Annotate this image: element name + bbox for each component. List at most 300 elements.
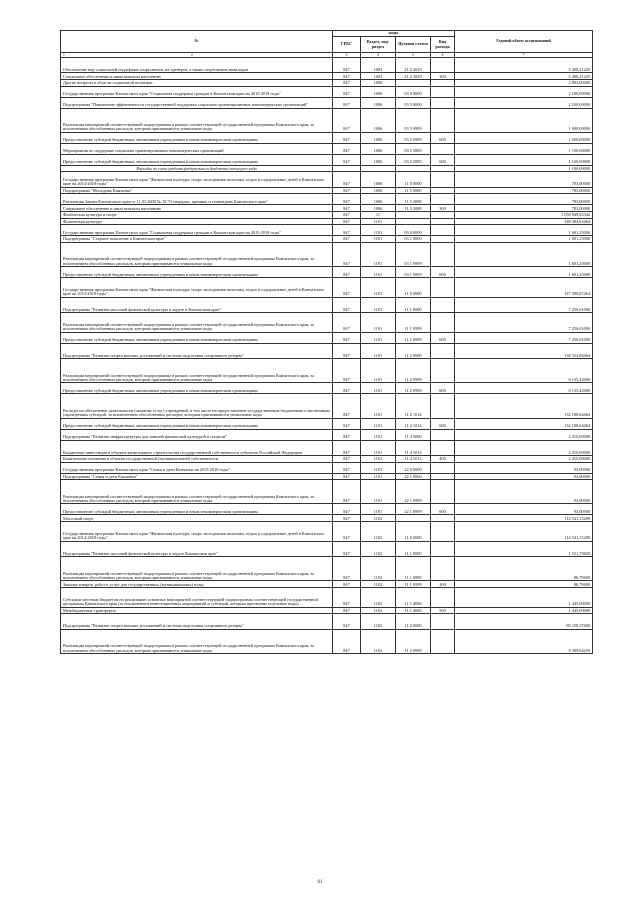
row-name-cell: Предоставление субсидий бюджетным, автономным учреждениям и иным некоммерческим организациям [61, 266, 333, 277]
row-vid-cell [431, 187, 455, 194]
row-name-cell: Предоставление субсидий бюджетным, автономным учреждениям и иным некоммерческим организациям [61, 418, 333, 429]
row-cel-cell: 11 1 0999 [396, 332, 431, 343]
row-amount-cell: 6 135,42000 [455, 383, 593, 394]
row-razdel-cell: 1006 [361, 143, 396, 154]
row-razdel-cell: 1006 [361, 194, 396, 205]
row-cel-cell: 11 1 0999 [396, 581, 431, 588]
row-razdel-cell: 1102 [361, 557, 396, 581]
row-amount-cell: 1 000,00000 [455, 108, 593, 132]
row-vid-cell: 200 [431, 581, 455, 588]
row-razdel-cell: 1006 [361, 205, 396, 212]
table-row [61, 629, 593, 653]
table-row [61, 154, 593, 165]
row-name-cell: Субсидии местным бюджетам на реализацию основных мероприятий соответствующей подпрограммы соответствующей государственной программы Камчатского края (за исключением инвестиционных мероприятий и субсидий, которым присвоены отдельные коды) [61, 587, 333, 607]
row-vid-cell: 600 [431, 132, 455, 143]
row-name-cell: Предоставление субсидий бюджетным, автономным учреждениям и иным некоммерческим организациям [61, 154, 333, 165]
row-vid-cell [431, 277, 455, 297]
row-grbs-cell: 847 [333, 236, 361, 243]
row-amount-cell: 147 390,67464 [455, 277, 593, 297]
row-name-cell: Межбюджетные трансферты [61, 607, 333, 614]
row-vid-cell: 300 [431, 73, 455, 80]
row-razdel-cell: 1101 [361, 266, 396, 277]
row-razdel-cell: 1006 [361, 108, 396, 132]
row-razdel-cell: 1101 [361, 236, 396, 243]
row-razdel-cell: 1101 [361, 418, 396, 429]
row-amount-cell: 93,00000 [455, 473, 593, 480]
row-grbs-cell: 847 [333, 522, 361, 542]
table-row [61, 225, 593, 236]
row-amount-cell: 1 100,00000 [455, 154, 593, 165]
row-grbs-cell: 847 [333, 440, 361, 455]
page-number: 61 [317, 880, 323, 885]
table-row [61, 313, 593, 333]
row-razdel-cell: 1101 [361, 313, 396, 333]
row-cel-cell: 03 5 5085 [396, 154, 431, 165]
row-razdel-cell: 1102 [361, 581, 396, 588]
row-name-cell: Обеспечение мер социальной поддержки спортсменов, их тренеров, а также спортсменов-инвалидов [61, 58, 333, 73]
row-grbs-cell: 847 [333, 629, 361, 653]
row-amount-cell: 132 188,64464 [455, 418, 593, 429]
row-grbs-cell: 847 [333, 480, 361, 504]
row-grbs-cell: 847 [333, 79, 361, 86]
row-razdel-cell: 1006 [361, 154, 396, 165]
row-name-cell: Подпрограмма "Старшее поколение в Камчатском крае" [61, 236, 333, 243]
table-row [61, 607, 593, 614]
row-name-cell: Капитальные вложения в объекты государственной (муниципальной) собственности [61, 456, 333, 463]
row-amount-cell: 1 531,79600 [455, 541, 593, 556]
table-row [61, 297, 593, 312]
row-amount-cell: 1 058 849,63342 [455, 211, 593, 218]
row-cel-cell [396, 165, 431, 172]
row-name-cell: Реализация мероприятий соответствующей подпрограммы в рамках соответствующей государственной программы Камчатского края, за исключением обособленных расходов, которым присваиваются уникальные коды [61, 108, 333, 132]
row-vid-cell: 600 [431, 418, 455, 429]
index-cell: 4 [361, 53, 396, 58]
index-cell: 6 [431, 53, 455, 58]
row-amount-cell: 1 100,00000 [455, 143, 593, 154]
row-razdel-cell: 1102 [361, 607, 396, 614]
table-row [61, 108, 593, 132]
row-amount-cell: 86,79600 [455, 581, 593, 588]
row-name-cell: Предоставление субсидий бюджетным, автономным учреждениям и иным некоммерческим организациям [61, 383, 333, 394]
row-cel-cell: 11 1 0999 [396, 557, 431, 581]
row-amount-cell: 2 883,00000 [455, 79, 593, 86]
row-razdel-cell: 1101 [361, 332, 396, 343]
row-razdel-cell: 1102 [361, 522, 396, 542]
row-amount-cell: 1 000,00000 [455, 132, 593, 143]
row-cel-cell: 11 2 0999 [396, 383, 431, 394]
table-row [61, 456, 593, 463]
row-vid-cell [431, 218, 455, 225]
table-row [61, 462, 593, 473]
row-vid-cell [431, 440, 455, 455]
row-vid-cell [431, 359, 455, 383]
row-amount-cell: 93,00000 [455, 504, 593, 515]
row-amount-cell: 7 256,01000 [455, 297, 593, 312]
row-amount-cell: 1 601,25000 [455, 242, 593, 266]
row-amount-cell: 5 408,21225 [455, 58, 593, 73]
row-vid-cell [431, 462, 455, 473]
row-vid-cell [431, 429, 455, 440]
table-row [61, 480, 593, 504]
row-amount-cell: 1 601,25000 [455, 225, 593, 236]
row-cel-cell: 11 5 2008 [396, 205, 431, 212]
row-cel-cell: 03 5 0999 [396, 108, 431, 132]
row-vid-cell [431, 541, 455, 556]
row-cel-cell: 11 0 0000 [396, 277, 431, 297]
header-amount: Годовой объем ассигнований [455, 31, 593, 53]
row-name-cell: Государственная программа Камчатского края "Физическая культура, спорт, молодежная политика, отдых и оздоровление детей в Камчатском крае на 2014-2018 годы" [61, 277, 333, 297]
row-vid-cell [431, 194, 455, 205]
table-row [61, 557, 593, 581]
row-razdel-cell: 1102 [361, 629, 396, 653]
row-grbs-cell: 847 [333, 515, 361, 522]
row-razdel-cell: 1102 [361, 515, 396, 522]
table-row [61, 73, 593, 80]
header-grbs: ГРБС [333, 37, 361, 53]
table-row [61, 515, 593, 522]
row-name-cell: Государственная программа Камчатского края "Семья и дети Камчатки на 2015-2018 годы" [61, 462, 333, 473]
row-grbs-cell: 847 [333, 108, 361, 132]
row-name-cell: Подпрограмма "Развитие инфраструктуры для занятий физической культурой и спортом" [61, 429, 333, 440]
row-razdel-cell: 1101 [361, 277, 396, 297]
table-row [61, 194, 593, 205]
row-cel-cell: 03 0 0000 [396, 225, 431, 236]
row-name-cell: Подпрограмма "Повышение эффективности государственной поддержки социально ориентированных некоммерческих организаций" [61, 97, 333, 108]
row-cel-cell: 21 2 2029 [396, 73, 431, 80]
row-amount-cell: 138 324,06464 [455, 343, 593, 358]
row-razdel-cell: 1101 [361, 343, 396, 358]
row-razdel-cell: 1101 [361, 473, 396, 480]
table-row [61, 218, 593, 225]
row-cel-cell: 22 1 0999 [396, 480, 431, 504]
row-vid-cell: 600 [431, 154, 455, 165]
row-vid-cell: 600 [431, 332, 455, 343]
row-cel-cell: 22 0 0000 [396, 462, 431, 473]
row-grbs-cell: 847 [333, 343, 361, 358]
row-amount-cell: 1 100,00000 [455, 165, 593, 172]
row-razdel-cell: 1006 [361, 86, 396, 97]
row-cel-cell: 11 5 2008 [396, 194, 431, 205]
row-vid-cell: 400 [431, 456, 455, 463]
row-grbs-cell: 847 [333, 607, 361, 614]
table-row [61, 429, 593, 440]
row-name-cell: Подпрограмма "Молодежь Камчатки" [61, 187, 333, 194]
row-vid-cell [431, 165, 455, 172]
row-amount-cell: 783,00000 [455, 205, 593, 212]
row-name-cell: Реализация мероприятий соответствующей подпрограммы в рамках соответствующей государственной программы Камчатского края, за исключением обособленных расходов, которым присваиваются уникальные коды [61, 313, 333, 333]
row-name-cell: Реализация мероприятий соответствующей подпрограммы в рамках соответствующей государственной программы Камчатского края, за исключением обособленных расходов, которым присваиваются уникальные коды [61, 480, 333, 504]
budget-table [60, 30, 593, 654]
row-name-cell: Бюджетные инвестиции в объекты капитального строительства государственной собственности субъектов Российской Федерации [61, 440, 333, 455]
table-row [61, 504, 593, 515]
row-razdel-cell: 1101 [361, 225, 396, 236]
row-amount-cell: 2 410,00000 [455, 456, 593, 463]
row-amount-cell: 132 188,64464 [455, 394, 593, 418]
row-razdel-cell: 1101 [361, 242, 396, 266]
table-row [61, 440, 593, 455]
table-row [61, 394, 593, 418]
row-razdel-cell: 11 [361, 211, 396, 218]
header-razdel: Раздел, под-раздел [361, 37, 396, 53]
row-razdel-cell: 1101 [361, 504, 396, 515]
row-amount-cell: 2 410,00000 [455, 440, 593, 455]
row-razdel-cell: 1006 [361, 187, 396, 194]
row-amount-cell: 1 445,00000 [455, 587, 593, 607]
row-grbs-cell: 847 [333, 218, 361, 225]
row-vid-cell [431, 242, 455, 266]
table-body [61, 58, 593, 654]
row-vid-cell [431, 97, 455, 108]
row-razdel-cell: 1102 [361, 541, 396, 556]
row-name-cell: Реализация Закона Камчатского края от 11.03.2008 № 18 "О наградах, премиях и стипендиях Камчатского края" [61, 194, 333, 205]
row-vid-cell [431, 614, 455, 629]
row-razdel-cell: 1006 [361, 132, 396, 143]
row-cel-cell [396, 218, 431, 225]
row-name-cell: Физическая культура и спорт [61, 211, 333, 218]
row-grbs-cell: 847 [333, 172, 361, 187]
row-vid-cell [431, 143, 455, 154]
row-vid-cell [431, 236, 455, 243]
table-row [61, 359, 593, 383]
row-grbs-cell: 847 [333, 418, 361, 429]
table-row [61, 132, 593, 143]
row-grbs-cell: 847 [333, 581, 361, 588]
row-amount-cell: 6 135,42000 [455, 359, 593, 383]
row-grbs-cell: 847 [333, 383, 361, 394]
row-amount-cell: 2 100,00000 [455, 86, 593, 97]
row-cel-cell: 03 1 0999 [396, 242, 431, 266]
table-row [61, 383, 593, 394]
row-grbs-cell: 847 [333, 194, 361, 205]
row-razdel-cell: 1102 [361, 587, 396, 607]
row-cel-cell: 22 1 0000 [396, 473, 431, 480]
row-name-cell: Физическая культура [61, 218, 333, 225]
row-vid-cell [431, 629, 455, 653]
table-row [61, 97, 593, 108]
row-razdel-cell: 1006 [361, 172, 396, 187]
row-razdel-cell: 1101 [361, 480, 396, 504]
row-name-cell: Подпрограмма "Развитие массовой физической культуры в округе Камчатском крае" [61, 541, 333, 556]
row-vid-cell [431, 557, 455, 581]
row-name-cell: Предоставление субсидий бюджетным, автономным учреждениям и иным некоммерческим организациям [61, 332, 333, 343]
index-cell: 3 [333, 53, 361, 58]
row-grbs-cell: 847 [333, 359, 361, 383]
row-amount-cell: 1 601,25000 [455, 266, 593, 277]
row-amount-cell: 2 100,00000 [455, 97, 593, 108]
table-row [61, 587, 593, 607]
index-cell: 7 [455, 53, 593, 58]
table-row [61, 343, 593, 358]
header-vid: Вид расхода [431, 37, 455, 53]
row-grbs-cell: 847 [333, 211, 361, 218]
row-razdel-cell: 1003 [361, 73, 396, 80]
row-razdel-cell: 1003 [361, 58, 396, 73]
row-cel-cell: 03 1 0000 [396, 236, 431, 243]
row-grbs-cell: 847 [333, 205, 361, 212]
row-razdel-cell [361, 165, 396, 172]
row-cel-cell: 11 2 0000 [396, 343, 431, 358]
row-name-cell: Расходы за счет средств федерального бюджета текущего года [61, 165, 333, 172]
row-grbs-cell: 847 [333, 242, 361, 266]
row-name-cell: Закупка товаров, работ и услуг для государственных (муниципальных) нужд [61, 581, 333, 588]
row-vid-cell [431, 394, 455, 418]
row-cel-cell: 11 4 0000 [396, 429, 431, 440]
row-name-cell: Социальное обеспечение и иные выплаты населению [61, 73, 333, 80]
row-razdel-cell: 1101 [361, 297, 396, 312]
row-vid-cell [431, 86, 455, 97]
row-name-cell: Другие вопросы в области социальной политики [61, 79, 333, 86]
table-row [61, 581, 593, 588]
row-razdel-cell: 1006 [361, 79, 396, 86]
row-cel-cell: 03 0 0000 [396, 86, 431, 97]
row-grbs-cell: 847 [333, 587, 361, 607]
row-grbs-cell: 847 [333, 86, 361, 97]
row-amount-cell: 93,00000 [455, 480, 593, 504]
row-grbs-cell: 847 [333, 462, 361, 473]
row-cel-cell: 11 0 0000 [396, 172, 431, 187]
row-vid-cell [431, 211, 455, 218]
row-vid-cell [431, 172, 455, 187]
index-cell: 1 2 [61, 53, 333, 58]
row-cel-cell: 03 1 0999 [396, 266, 431, 277]
row-vid-cell [431, 522, 455, 542]
row-grbs-cell: 847 [333, 58, 361, 73]
row-amount-cell: 783,00000 [455, 172, 593, 187]
row-amount-cell: 8 389,64259 [455, 629, 593, 653]
row-cel-cell: 11 0 0000 [396, 522, 431, 542]
table-row [61, 541, 593, 556]
row-amount-cell: 93,00000 [455, 462, 593, 473]
row-razdel-cell: 1101 [361, 429, 396, 440]
row-name-cell: Государственная программа Камчатского края "Социальная поддержка граждан в Камчатском крае на 2015-2018 годы" [61, 225, 333, 236]
header-num: № [61, 31, 333, 53]
row-grbs-cell: 847 [333, 504, 361, 515]
row-name-cell: Реализация мероприятий соответствующей подпрограммы в рамках соответствующей государственной программы Камчатского края, за исключением обособленных расходов, которым присваиваются уникальные коды [61, 359, 333, 383]
table-row [61, 143, 593, 154]
table-row [61, 172, 593, 187]
row-grbs-cell: 847 [333, 266, 361, 277]
row-vid-cell [431, 79, 455, 86]
table-row [61, 79, 593, 86]
table-row [61, 205, 593, 212]
row-name-cell: Реализация мероприятий соответствующей подпрограммы в рамках соответствующей государственной программы Камчатского края, за исключением обособленных расходов, которым присваиваются уникальные коды [61, 629, 333, 653]
row-grbs-cell: 847 [333, 132, 361, 143]
row-grbs-cell: 847 [333, 277, 361, 297]
row-cel-cell: 11 1 0999 [396, 313, 431, 333]
row-cel-cell [396, 211, 431, 218]
row-razdel-cell: 1101 [361, 440, 396, 455]
row-name-cell: Мероприятия по поддержке социально ориентированных некоммерческих организаций [61, 143, 333, 154]
row-amount-cell: 1 445,00000 [455, 607, 593, 614]
row-amount-cell: 1 601,25000 [455, 236, 593, 243]
row-cel-cell: 11 5 0000 [396, 187, 431, 194]
row-cel-cell: 11 1 4006 [396, 607, 431, 614]
row-grbs-cell: 847 [333, 394, 361, 418]
row-vid-cell [431, 297, 455, 312]
row-vid-cell: 600 [431, 383, 455, 394]
row-name-cell: Социальное обеспечение и иные выплаты населению [61, 205, 333, 212]
row-razdel-cell: 1101 [361, 462, 396, 473]
row-cel-cell [396, 79, 431, 86]
row-grbs-cell [333, 165, 361, 172]
index-cell: 2 [191, 53, 193, 57]
table-row [61, 187, 593, 194]
row-razdel-cell: 1101 [361, 456, 396, 463]
row-cel-cell: 21 2 2029 [396, 58, 431, 73]
row-grbs-cell: 847 [333, 541, 361, 556]
row-name-cell: Подпрограмма "Семья и дети Камчатки" [61, 473, 333, 480]
row-razdel-cell: 1101 [361, 394, 396, 418]
table-row [61, 473, 593, 480]
row-razdel-cell: 1006 [361, 97, 396, 108]
table-row [61, 614, 593, 629]
table-row [61, 277, 593, 297]
table-row [61, 522, 593, 542]
row-cel-cell: 11 4 1013 [396, 440, 431, 455]
row-vid-cell [431, 515, 455, 522]
row-grbs-cell: 847 [333, 473, 361, 480]
row-name-cell: Реализация мероприятий соответствующей подпрограммы в рамках соответствующей государственной программы Камчатского края, за исключением обособленных расходов, которым присваиваются уникальные коды [61, 557, 333, 581]
row-vid-cell [431, 343, 455, 358]
table-row [61, 242, 593, 266]
row-grbs-cell: 847 [333, 429, 361, 440]
row-vid-cell [431, 587, 455, 607]
header-codes: коды [333, 31, 455, 37]
row-vid-cell [431, 58, 455, 73]
row-grbs-cell: 847 [333, 332, 361, 343]
row-amount-cell: 148 384,92464 [455, 218, 593, 225]
row-grbs-cell: 847 [333, 313, 361, 333]
row-grbs-cell: 847 [333, 187, 361, 194]
row-vid-cell: 600 [431, 504, 455, 515]
row-vid-cell [431, 313, 455, 333]
row-cel-cell: 11 1 0000 [396, 297, 431, 312]
table-row [61, 332, 593, 343]
row-vid-cell: 600 [431, 266, 455, 277]
row-vid-cell [431, 480, 455, 504]
row-amount-cell: 7 256,01000 [455, 332, 593, 343]
row-grbs-cell: 847 [333, 143, 361, 154]
row-vid-cell: 500 [431, 607, 455, 614]
row-vid-cell: 300 [431, 205, 455, 212]
row-name-cell: Предоставление субсидий бюджетным, автономным учреждениям и иным некоммерческим организациям [61, 132, 333, 143]
row-grbs-cell: 847 [333, 557, 361, 581]
row-grbs-cell: 847 [333, 456, 361, 463]
row-cel-cell: 11 2 0999 [396, 359, 431, 383]
row-razdel-cell: 1101 [361, 359, 396, 383]
row-grbs-cell: 847 [333, 614, 361, 629]
row-amount-cell: 7 256,01000 [455, 313, 593, 333]
row-amount-cell: 783,00000 [455, 194, 593, 205]
row-cel-cell: 11 1 4006 [396, 587, 431, 607]
row-amount-cell: 86,79600 [455, 557, 593, 581]
row-cel-cell: 11 1 0000 [396, 541, 431, 556]
row-razdel-cell: 1101 [361, 218, 396, 225]
row-cel-cell: 11 2 1014 [396, 394, 431, 418]
row-cel-cell: 11 4 1013 [396, 456, 431, 463]
row-amount-cell: 783,00000 [455, 187, 593, 194]
row-vid-cell [431, 473, 455, 480]
row-amount-cell: 114 541,13290 [455, 515, 593, 522]
row-razdel-cell: 1101 [361, 383, 396, 394]
row-name-cell: Подпрограмма "Развитие спорта высших достижений и системы подготовки спортивного резерва" [61, 343, 333, 358]
table-row [61, 165, 593, 172]
row-grbs-cell: 847 [333, 225, 361, 236]
row-name-cell: Расходы на обеспечение деятельности (оказание услуг) учреждений, в том числе на предоставление государственным бюджетным и автономным учреждениям субсидий, за исключением обособленных расходов, которым присваиваются уникальные коды [61, 394, 333, 418]
row-cel-cell: 03 5 0000 [396, 97, 431, 108]
row-razdel-cell: 1102 [361, 614, 396, 629]
row-vid-cell [431, 225, 455, 236]
